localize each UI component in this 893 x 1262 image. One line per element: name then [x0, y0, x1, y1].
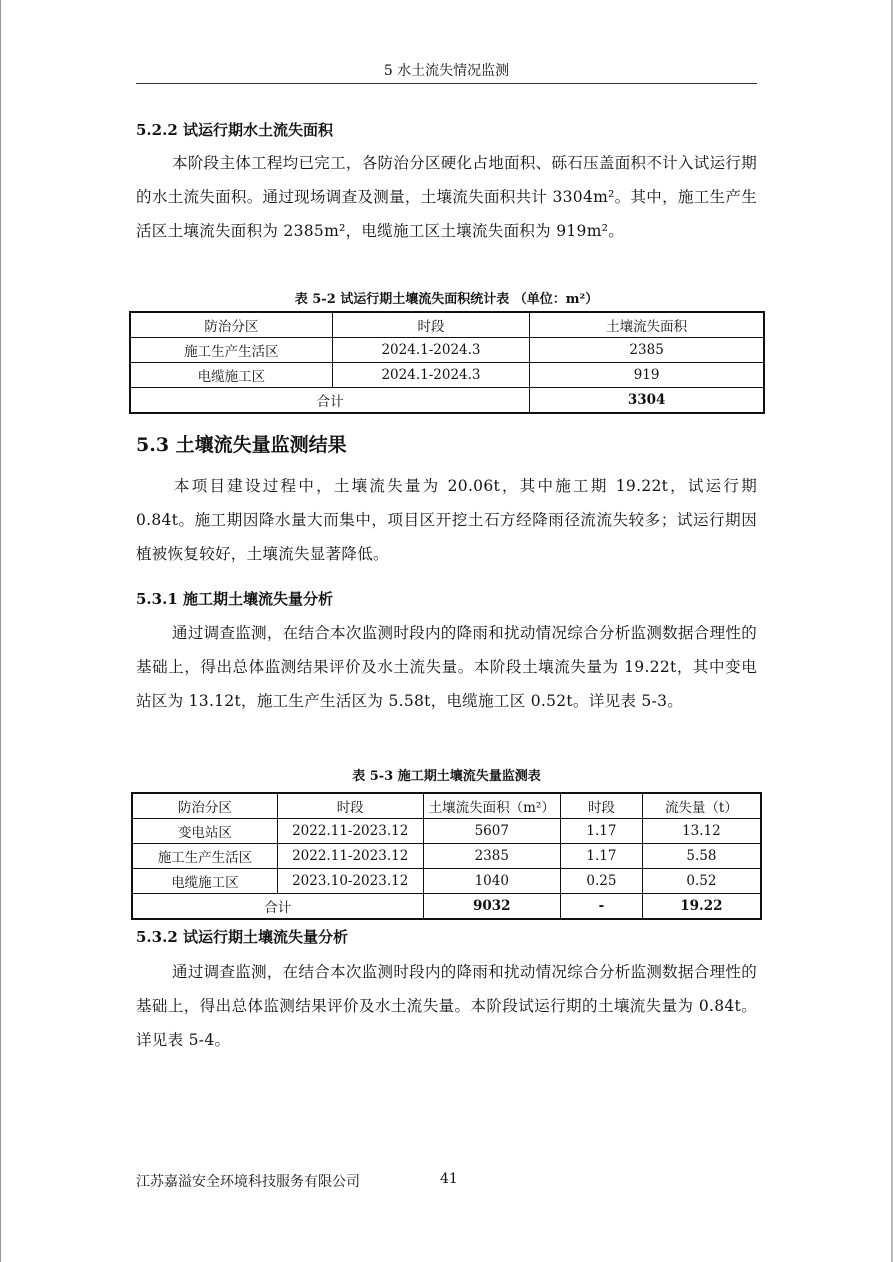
- table-cell: 2022.11-2023.12: [277, 844, 423, 869]
- section-5-2-2-paragraph: 本阶段主体工程均已完工，各防治分区硬化占地面积、砾石压盖面积不计入试运行期的水土流失面积。通过现场调查及测量，土壤流失面积共计 3304m²。其中，施工生产生活区土壤流失面积为 2385m²，电缆施工区土壤流失面积为 919m²。: [136, 154, 757, 240]
- table-cell: 2024.1-2024.3: [332, 363, 529, 388]
- table-cell: 1040: [423, 869, 561, 894]
- section-5-3-2-heading: 5.3.2 试运行期土壤流失量分析: [136, 928, 348, 946]
- table-cell: 1.17: [561, 844, 643, 869]
- table-cell: 0.25: [561, 869, 643, 894]
- footer-company: 江苏嘉溢安全环境科技服务有限公司: [136, 1174, 360, 1190]
- table-header-cell: 土壤流失面积（m²）: [423, 793, 561, 819]
- table-cell: 2385: [530, 338, 764, 363]
- table-cell: 电缆施工区: [132, 869, 277, 894]
- table-total-value: 3304: [530, 388, 764, 414]
- section-5-3-heading: 5.3 土壤流失量监测结果: [136, 434, 347, 456]
- table-total-label: 合计: [130, 388, 530, 414]
- table-total-period: -: [561, 894, 643, 920]
- section-5-2-2-heading: 5.2.2 试运行期水土流失面积: [136, 121, 333, 139]
- table-header-cell: 流失量（t）: [642, 793, 761, 819]
- table-cell: 5.58: [642, 844, 761, 869]
- header-rule: [136, 83, 757, 84]
- table-row: [130, 363, 764, 388]
- table-cell: 2385: [423, 844, 561, 869]
- table-cell: 2022.11-2023.12: [277, 819, 423, 844]
- table-5-2-caption: 表 5-2 试运行期土壤流失面积统计表 （单位：m²）: [294, 292, 599, 307]
- section-5-3-2-paragraph: 通过调查监测，在结合本次监测时段内的降雨和扰动情况综合分析监测数据合理性的基础上，得出总体监测结果评价及水土流失量。本阶段试运行期的土壤流失量为 0.84t。详见表 5-4。: [136, 963, 757, 1049]
- table-5-3: [131, 792, 762, 920]
- section-5-3-1-paragraph: 通过调查监测，在结合本次监测时段内的降雨和扰动情况综合分析监测数据合理性的基础上，得出总体监测结果评价及水土流失量。本阶段土壤流失量为 19.22t，其中变电站区为 13.12t，施工生产生活区为 5.58t，电缆施工区 0.52t。详见表 5-3。: [136, 624, 757, 710]
- table-header-cell: 防治分区: [132, 793, 277, 819]
- table-5-2: [129, 311, 765, 414]
- table-cell: 2024.1-2024.3: [332, 338, 529, 363]
- table-header-cell: 时段: [332, 312, 529, 338]
- table-header-cell: 时段: [561, 793, 643, 819]
- section-5-3-paragraph: 本项目建设过程中，土壤流失量为 20.06t，其中施工期 19.22t，试运行期 0.84t。施工期因降水量大而集中，项目区开挖土石方经降雨径流流失较多；试运行期因植被恢复较好，土壤流失显著降低。: [136, 477, 757, 563]
- running-header: 5 水土流失情况监测: [383, 63, 510, 79]
- table-total-row: [130, 388, 764, 414]
- table-total-row: [132, 894, 761, 920]
- table-cell: 919: [530, 363, 764, 388]
- page-border-left: [0, 0, 1, 1262]
- table-cell: 0.52: [642, 869, 761, 894]
- section-5-3-1-heading: 5.3.1 施工期土壤流失量分析: [136, 590, 333, 608]
- table-header-row: [132, 793, 761, 819]
- table-header-cell: 防治分区: [130, 312, 332, 338]
- table-row: [132, 869, 761, 894]
- page-number: 41: [440, 1171, 458, 1187]
- table-cell: 2023.10-2023.12: [277, 869, 423, 894]
- table-cell: 电缆施工区: [130, 363, 332, 388]
- table-total-label: 合计: [132, 894, 423, 920]
- table-total-loss: 19.22: [642, 894, 761, 920]
- table-row: [132, 819, 761, 844]
- table-header-cell: 时段: [277, 793, 423, 819]
- table-header-cell: 土壤流失面积: [530, 312, 764, 338]
- table-cell: 1.17: [561, 819, 643, 844]
- table-cell: 施工生产生活区: [130, 338, 332, 363]
- table-cell: 13.12: [642, 819, 761, 844]
- table-total-area: 9032: [423, 894, 561, 920]
- table-cell: 施工生产生活区: [132, 844, 277, 869]
- table-row: [130, 338, 764, 363]
- table-5-3-caption: 表 5-3 施工期土壤流失量监测表: [352, 769, 541, 784]
- table-cell: 变电站区: [132, 819, 277, 844]
- table-header-row: [130, 312, 764, 338]
- table-cell: 5607: [423, 819, 561, 844]
- table-row: [132, 844, 761, 869]
